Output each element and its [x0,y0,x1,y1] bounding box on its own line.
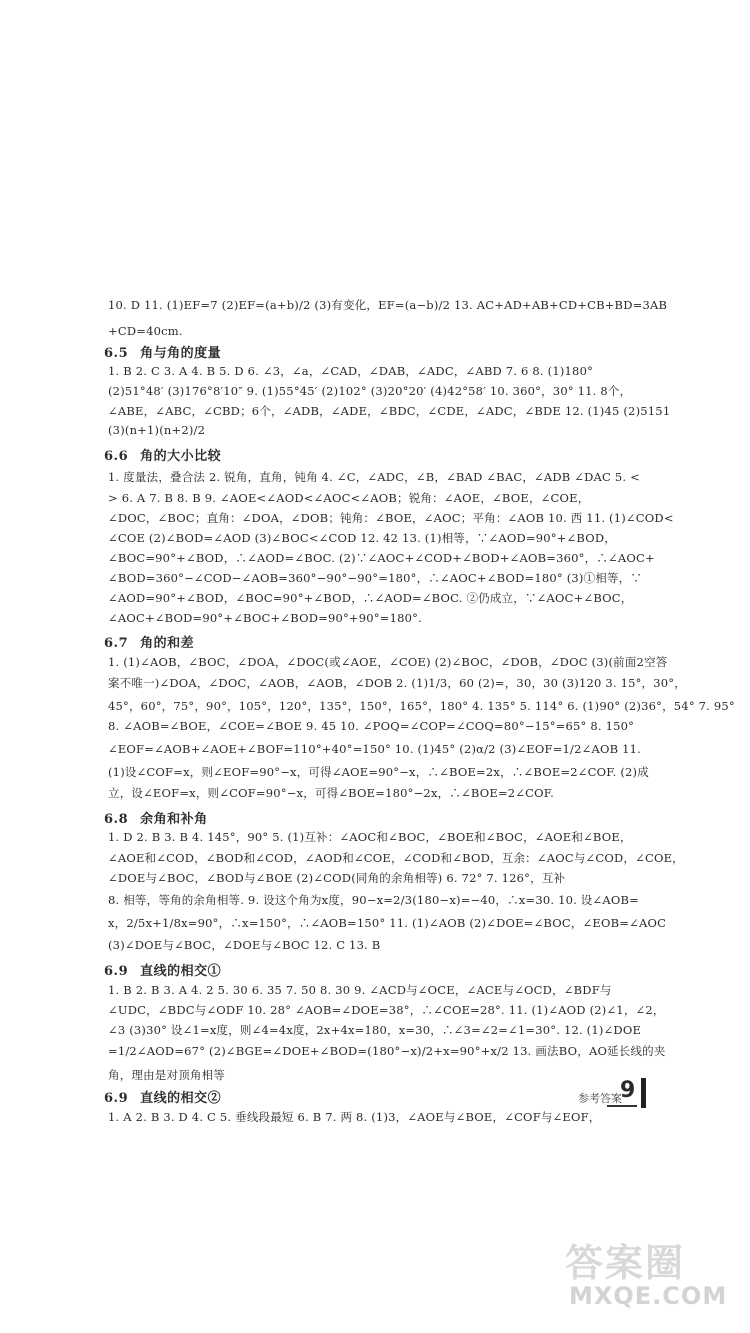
answer-line: 1. B 2. B 3. A 4. 2 5. 30 6. 35 7. 50 8. 30 9. ∠ACD与∠OCE，∠ACE与∠OCD，∠BDF与 [108,983,612,997]
footer-label: 参考答案 [578,1092,622,1105]
section-number: 6.7 [104,636,129,651]
section-heading-6-8 [104,808,208,827]
answer-line: (2)51°48′ (3)176°8′10″ 9. (1)55°45′ (2)102° (3)20°20′ (4)42°58′ 10. 360°，30° 11. 8个， [108,384,632,398]
page-number: 9 [620,1078,636,1103]
section-number: 6.9 [104,1091,129,1106]
section-title: 角与角的度量 [140,346,222,361]
answer-line: 1. (1)∠AOB，∠BOC，∠DOA，∠DOC(或∠AOE，∠COE) (2)∠BOC，∠DOB，∠DOC (3)(前面2空答 [108,655,668,669]
footer-rule [607,1105,637,1107]
answer-line: ∠COE (2)∠BOD=∠AOD (3)∠BOC<∠COD 12. 42 13. (1)相等，∵∠AOD=90°+∠BOD， [108,531,616,545]
answer-line: 8. 相等，等角的余角相等. 9. 设这个角为x度，90−x=2/3(180−x)=−40，∴x=30. 10. 设∠AOB= [108,893,639,907]
section-number: 6.6 [104,449,129,464]
watermark [565,1232,735,1322]
answer-line: (1)设∠COF=x，则∠EOF=90°−x，可得∠AOE=90°−x，∴∠BOE=2x，∴∠BOE=2∠COF. (2)成 [108,765,649,779]
section-number: 6.5 [104,346,129,361]
section-number: 6.8 [104,812,129,827]
section-number: 6.9 [104,964,129,979]
section-heading-6-9-2 [104,1087,221,1106]
answer-line: 案不唯一)∠DOA，∠DOC，∠AOB，∠AOB，∠DOB 2. (1)1/3，60 (2)=，30，30 (3)120 3. 15°，30°， [108,676,686,690]
answer-line: x，2/5x+1/8x=90°，∴x=150°，∴∠AOB=150° 11. (1)∠AOB (2)∠DOE=∠BOC，∠EOB=∠AOC [108,916,667,930]
section-heading-6-5 [104,342,221,361]
answer-line: (3)(n+1)(n+2)/2 [108,423,206,437]
answer-line: 45°，60°，75°，90°，105°，120°，135°，150°，165°，180° 4. 135° 5. 114° 6. (1)90° (2)36°，54° 7. 95° [108,699,735,713]
answer-line: ∠AOD=90°+∠BOD，∠BOC=90°+∠BOD，∴∠AOD=∠BOC. ②仍成立，∵∠AOC+∠BOC， [108,591,633,605]
section-heading-6-6 [104,445,221,464]
answer-line: ∠BOD=360°−∠COD−∠AOB=360°−90°−90°=180°，∴∠AOC+∠BOD=180° (3)①相等，∵ [108,571,643,585]
answer-line: ∠ABE，∠ABC，∠CBD；6个，∠ADB，∠ADE，∠BDC，∠CDE，∠ADC，∠BDE 12. (1)45 (2)5151 [108,404,671,418]
answer-line: 8. ∠AOB=∠BOE，∠COE=∠BOE 9. 45 10. ∠POQ=∠COP=∠COQ=80°−15°=65° 8. 150° [108,719,635,733]
section-title: 直线的相交② [140,1091,222,1106]
answer-line: > 6. A 7. B 8. B 9. ∠AOE<∠AOD<∠AOC<∠AOB；锐角：∠AOE，∠BOE，∠COE， [108,491,590,505]
footer-bar [641,1078,646,1108]
answer-line: 1. B 2. C 3. A 4. B 5. D 6. ∠3，∠a，∠CAD，∠DAB，∠ADC，∠ABD 7. 6 8. (1)180° [108,364,594,378]
answer-line: ∠BOC=90°+∠BOD，∴∠AOD=∠BOC. (2)∵∠AOC+∠COD+∠BOD+∠AOB=360°，∴∠AOC+ [108,551,655,565]
answer-line: (3)∠DOE与∠BOC，∠DOE与∠BOC 12. C 13. B [108,938,381,952]
answer-line: +CD=40cm. [108,324,183,338]
section-title: 角的和差 [140,636,195,651]
answer-line: ∠DOE与∠BOC，∠BOD与∠BOE (2)∠COD(同角的余角相等) 6. 72° 7. 126°，互补 [108,871,566,885]
answer-line: ∠AOE和∠COD，∠BOD和∠COD，∠AOD和∠COE，∠COD和∠BOD，互余：∠AOC与∠COD，∠COE， [108,851,684,865]
section-title: 余角和补角 [140,812,208,827]
section-heading-6-7 [104,632,194,651]
answer-line: ∠UDC，∠BDC与∠ODF 10. 28° ∠AOB=∠DOE=38°，∴∠COE=28°. 11. (1)∠AOD (2)∠1，∠2， [108,1003,665,1017]
section-title: 直线的相交① [140,964,222,979]
answer-line: =1/2∠AOD=67° (2)∠BGE=∠DOE+∠BOD=(180°−x)/2+x=90°+x/2 13. 画法BO，AO延长线的夹 [108,1044,666,1058]
watermark-url: MXQE.COM [569,1282,728,1310]
answer-line: 1. D 2. B 3. B 4. 145°，90° 5. (1)互补：∠AOC和∠BOC，∠BOE和∠BOC，∠AOE和∠BOE， [108,830,632,844]
answer-line: 1. 度量法，叠合法 2. 锐角，直角，钝角 4. ∠C，∠ADC，∠B，∠BAD ∠BAC，∠ADB ∠DAC 5. < [108,470,640,484]
answer-line: 立，设∠EOF=x，则∠COF=90°−x，可得∠BOE=180°−2x，∴∠BOE=2∠COF. [108,786,555,800]
answer-line: 角，理由是对顶角相等 [108,1068,225,1082]
answer-line: 10. D 11. (1)EF=7 (2)EF=(a+b)/2 (3)有变化，EF=(a−b)/2 13. AC+AD+AB+CD+CB+BD=3AB [108,298,668,312]
answer-line: ∠3 (3)30° 设∠1=x度，则∠4=4x度，2x+4x=180，x=30，∴∠3=∠2=∠1=30°. 12. (1)∠DOE [108,1023,642,1037]
answer-line: ∠AOC+∠BOD=90°+∠BOC+∠BOD=90°+90°=180°. [108,611,422,625]
answer-line: ∠EOF=∠AOB+∠AOE+∠BOF=110°+40°=150° 10. (1)45° (2)α/2 (3)∠EOF=1/2∠AOB 11. [108,742,641,756]
answer-line: 1. A 2. B 3. D 4. C 5. 垂线段最短 6. B 7. 两 8. (1)3，∠AOE与∠BOE，∠COF与∠EOF， [108,1110,601,1124]
watermark-text: 答案圈 [565,1241,686,1285]
section-heading-6-9-1 [104,960,221,979]
section-title: 角的大小比较 [140,449,222,464]
answer-line: ∠DOC，∠BOC；直角：∠DOA，∠DOB；钝角：∠BOE，∠AOC；平角：∠AOB 10. 西 11. (1)∠COD< [108,511,674,525]
